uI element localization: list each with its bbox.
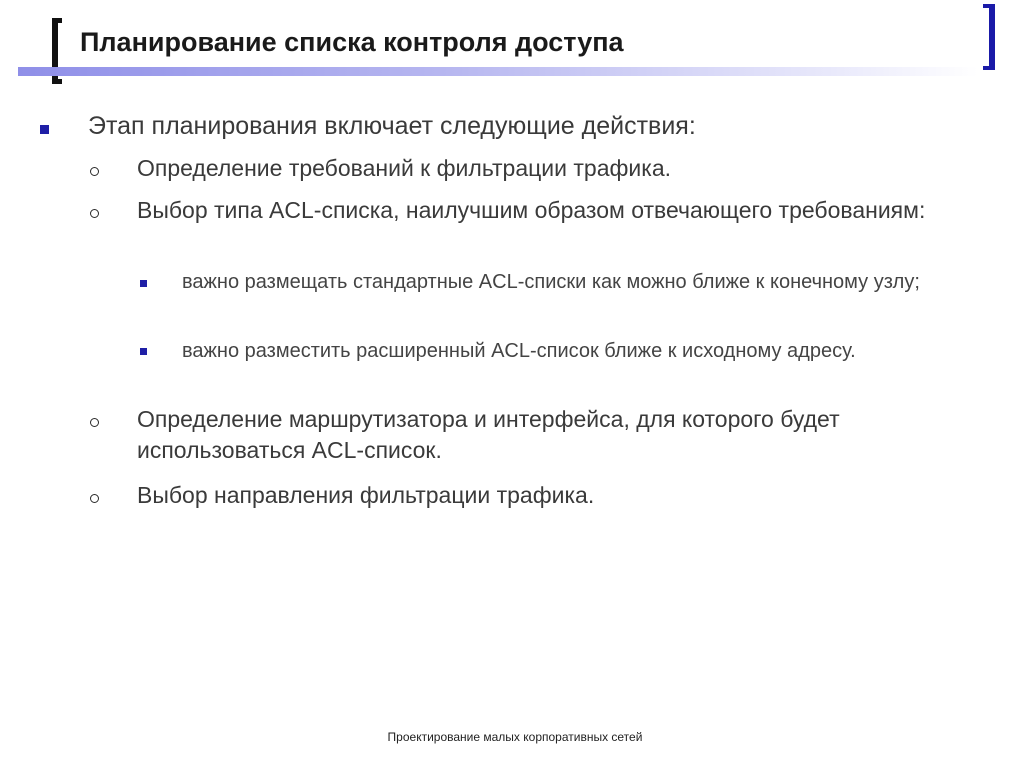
small-square-bullet-icon [140, 280, 147, 287]
square-bullet-icon [40, 125, 49, 134]
list-item: важно разместить расширенный ACL-список ближе к исходному адресу. [182, 340, 856, 362]
slide-footer: Проектирование малых корпоративных сетей [387, 730, 643, 744]
slide-title: Планирование списка контроля доступа [80, 27, 624, 57]
list-item: Определение требований к фильтрации трафика. [137, 155, 672, 181]
small-square-bullet-icon [140, 348, 147, 355]
circle-bullet-icon [90, 494, 99, 503]
list-item: Выбор типа ACL-списка, наилучшим образом отвечающего требованиям: [137, 197, 926, 223]
circle-bullet-icon [90, 209, 99, 218]
list-item: Этап планирования включает следующие действия: [88, 112, 696, 140]
list-item: важно размещать стандартные ACL-списки как можно ближе к конечному узлу; [182, 271, 920, 293]
circle-bullet-icon [90, 418, 99, 427]
title-underline-bar [18, 67, 978, 76]
list-item: Выбор направления фильтрации трафика. [137, 482, 595, 508]
circle-bullet-icon [90, 167, 99, 176]
right-bracket-decoration [983, 4, 995, 70]
list-item: Определение маршрутизатора и интерфейса, для которого будет использоваться ACL-список. [137, 406, 840, 463]
